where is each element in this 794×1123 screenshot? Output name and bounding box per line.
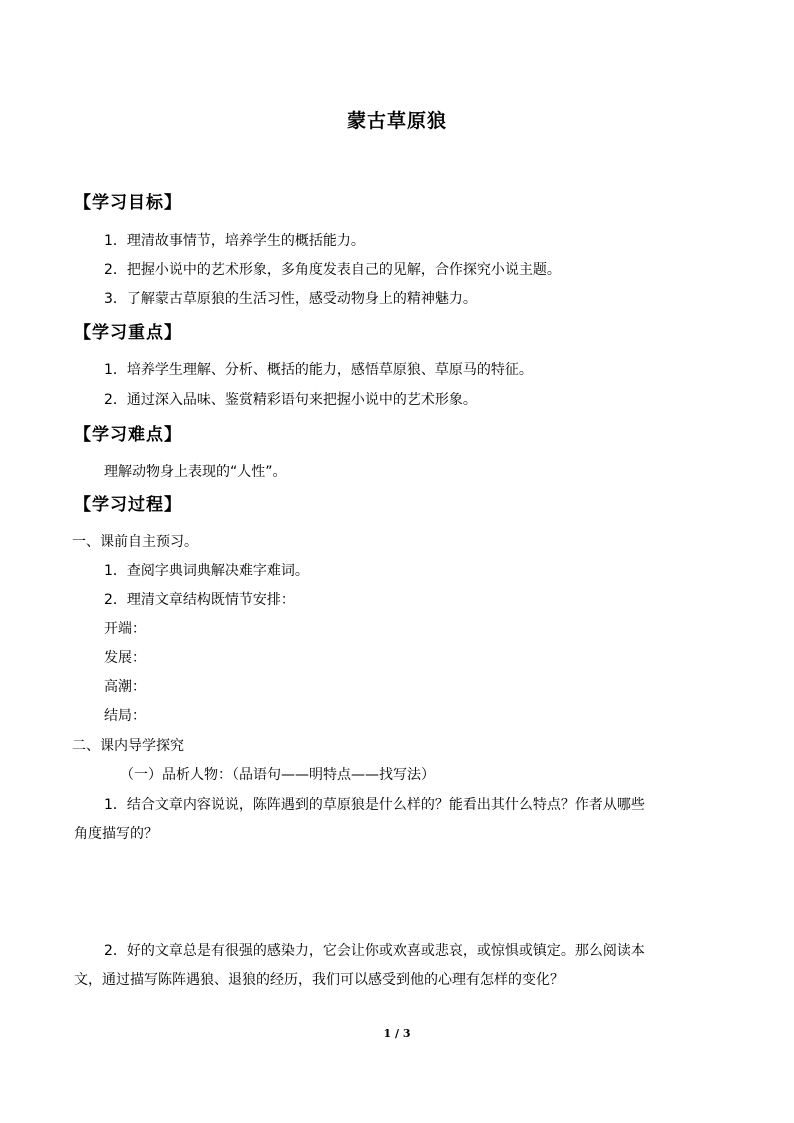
section-heading-process: 【学习过程】 [74, 495, 182, 515]
process-part2-title: 二、课内导学探究 [72, 738, 184, 754]
process-part1-item-1: 1．查阅字典词典解决难字难词。 [104, 563, 309, 579]
question-1-line-2: 角度描写的？ [74, 826, 158, 842]
question-1-line-1: 1．结合文章内容说说，陈阵遇到的草原狼是什么样的？能看出其什么特点？作者从哪些 [104, 797, 645, 813]
question-2-line-1: 2．好的文章总是有很强的感染力，它会让你或欢喜或悲哀，或惊惧或镇定。那么阅读本 [104, 943, 645, 959]
page-number: 1 / 3 [383, 1027, 411, 1040]
difficulty-item-1: 理解动物身上表现的“人性”。 [104, 464, 287, 480]
goal-item-1: 1．理清故事情节，培养学生的概括能力。 [104, 233, 365, 249]
section-heading-goals: 【学习目标】 [74, 193, 182, 213]
section-heading-focus: 【学习重点】 [74, 323, 182, 343]
structure-opening: 开端： [104, 621, 146, 637]
structure-climax: 高潮： [104, 679, 146, 695]
process-part1-title: 一、课前自主预习。 [72, 534, 198, 550]
goal-item-3: 3．了解蒙古草原狼的生活习性，感受动物身上的精神魅力。 [104, 291, 477, 307]
structure-development: 发展： [104, 650, 146, 666]
process-part2-subtitle: （一）品析人物：（品语句——明特点——找写法） [120, 767, 435, 783]
structure-ending: 结局： [104, 708, 146, 724]
process-part1-item-2: 2．理清文章结构既情节安排： [104, 592, 295, 608]
document-title: 蒙古草原狼 [346, 110, 447, 132]
focus-item-2: 2．通过深入品味、鉴赏精彩语句来把握小说中的艺术形象。 [104, 392, 477, 408]
section-heading-difficulty: 【学习难点】 [74, 425, 182, 445]
goal-item-2: 2．把握小说中的艺术形象，多角度发表自己的见解，合作探究小说主题。 [104, 262, 561, 278]
focus-item-1: 1．培养学生理解、分析、概括的能力，感悟草原狼、草原马的特征。 [104, 362, 533, 378]
question-2-line-2: 文，通过描写陈阵遇狼、退狼的经历，我们可以感受到他的心理有怎样的变化？ [74, 972, 564, 988]
